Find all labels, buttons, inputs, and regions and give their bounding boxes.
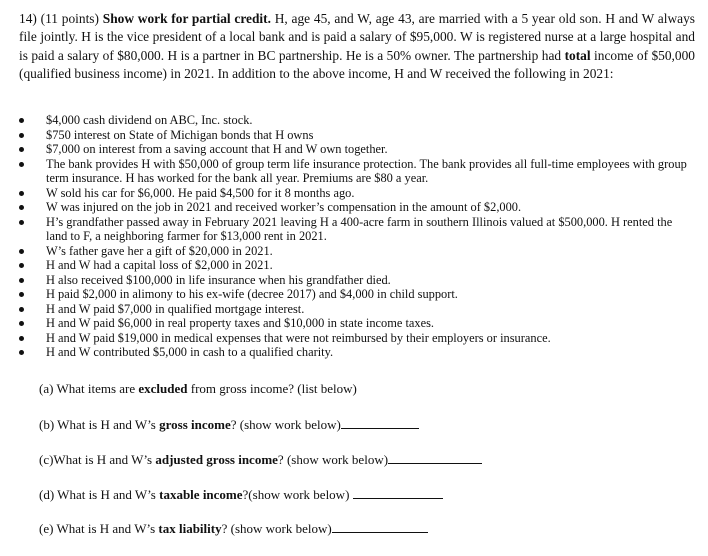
list-item (19, 345, 695, 360)
list-item-text: H and W paid $7,000 in qualified mortgage interest. (46, 301, 305, 316)
list-item-text: H paid $2,000 in alimony to his ex-wife (decree 2017) and $4,000 in child support. (46, 287, 458, 301)
list-item (19, 316, 695, 331)
bullet-icon (19, 249, 24, 254)
question-c (39, 451, 482, 468)
bullet-icon (19, 205, 24, 210)
list-item-text: $750 interest on State of Michigan bonds that H owns (46, 127, 314, 142)
question-c-bold: adjusted gross income (155, 452, 278, 467)
list-item-text: W’s father gave her a gift of $20,000 in 2021. (46, 243, 273, 258)
question-e-bold: tax liability (158, 521, 222, 536)
question-c-suffix: ? (show work below) (277, 452, 389, 467)
answer-blank-b[interactable] (341, 416, 419, 429)
question-a-bold: excluded (138, 381, 188, 396)
list-item (19, 287, 695, 302)
answer-blank-c[interactable] (388, 451, 482, 464)
question-b-suffix: ? (show work below) (230, 417, 341, 432)
question-a (39, 381, 357, 397)
list-item (19, 200, 695, 215)
question-b-bold: gross income (159, 417, 231, 432)
list-item-text: H also received $100,000 in life insurance when his grandfather died. (46, 272, 391, 287)
question-e (39, 520, 428, 537)
question-d-prefix: (d) What is H and W’s (39, 487, 156, 502)
list-item (19, 302, 695, 317)
question-a-prefix: (a) What items are (39, 381, 136, 396)
list-item (19, 273, 695, 288)
problem-text-part2: income of $50,000 (qualified business income) in 2021. In addition to the above income, H and W received the following in 2021: (19, 47, 695, 82)
list-item-text: H and W contributed $5,000 in cash to a qualified charity. (46, 345, 334, 359)
problem-points: (11 points) (40, 11, 99, 26)
list-item (19, 128, 695, 143)
list-item-text: H’s grandfather passed away in February 2021 leaving H a 400-acre farm in southern Illinois valued at $500,000. H rented the land to F, a neighboring farmer for $13,000 rent in 2021. (46, 214, 673, 243)
list-item-text: H and W paid $19,000 in medical expenses that were not reimbursed by their employers or insurance. (46, 330, 551, 345)
list-item (19, 215, 695, 244)
problem-intro (19, 10, 695, 84)
list-item-text: H and W had a capital loss of $2,000 in 2021. (46, 258, 273, 272)
question-a-suffix: from gross income? (list below) (190, 381, 357, 396)
list-item-text: H and W paid $6,000 in real property taxes and $10,000 in state income taxes. (46, 316, 435, 330)
list-item (19, 157, 695, 186)
question-e-prefix: (e) What is H and W’s (39, 521, 156, 536)
list-item (19, 244, 695, 259)
bullet-icon (19, 191, 24, 196)
bullet-icon (19, 336, 24, 341)
bullet-icon (19, 307, 24, 312)
question-b (39, 416, 419, 433)
problem-text-part1: H, age 45, and W, age 43, are married with a 5 year old son. H and W always file jointly. H is the vice president of a local bank and is paid a salary of $95,000. W is registered nurse at a large hospital and is paid a salary of $80,000. H is a partner in BC partnership. He is a 50% owner. The partnership had (19, 11, 695, 63)
list-item (19, 113, 695, 128)
income-items-list (19, 113, 695, 360)
list-item (19, 186, 695, 201)
list-item-text: $4,000 cash dividend on ABC, Inc. stock. (46, 113, 253, 127)
list-item (19, 142, 695, 157)
list-item (19, 258, 695, 273)
bullet-icon (19, 350, 24, 355)
list-item-text: W was injured on the job in 2021 and received worker’s compensation in the amount of $2,000. (46, 200, 522, 214)
bullet-icon (19, 220, 24, 225)
question-b-prefix: (b) What is H and W’s (39, 417, 156, 432)
list-item-text: The bank provides H with $50,000 of group term life insurance protection. The bank provides all full-time employees with group term insurance. H has worked for the bank all year. Premiums are $80 a year. (46, 156, 687, 185)
bullet-icon (19, 147, 24, 152)
bullet-icon (19, 118, 24, 123)
question-d-suffix: ?(show work below) (242, 487, 350, 502)
answer-blank-d[interactable] (353, 486, 443, 499)
bullet-icon (19, 263, 24, 268)
list-item (19, 331, 695, 346)
bullet-icon (19, 162, 24, 167)
list-item-text: W sold his car for $6,000. He paid $4,500 for it 8 months ago. (46, 185, 355, 200)
problem-number: 14) (19, 11, 37, 26)
question-d (39, 486, 443, 503)
question-e-suffix: ? (show work below) (221, 521, 332, 536)
bullet-icon (19, 292, 24, 297)
question-c-prefix: (c)What is H and W’s (39, 452, 153, 467)
list-item-text: $7,000 on interest from a saving account that H and W own together. (46, 142, 388, 156)
problem-text-bold: total (564, 47, 591, 63)
question-d-bold: taxable income (159, 487, 243, 502)
bullet-icon (19, 321, 24, 326)
answer-blank-e[interactable] (332, 520, 428, 533)
bullet-icon (19, 133, 24, 138)
bullet-icon (19, 278, 24, 283)
problem-instruction: Show work for partial credit. (102, 11, 271, 26)
